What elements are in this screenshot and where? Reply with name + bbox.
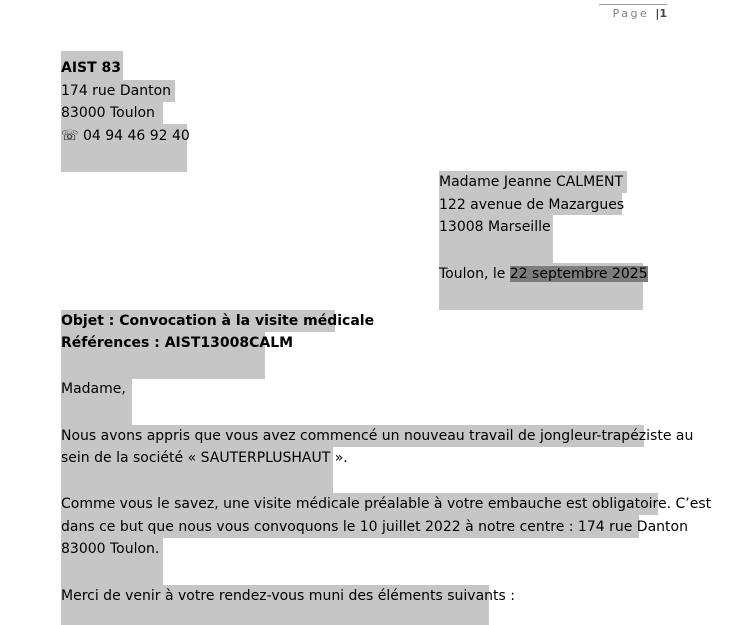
- subject-references: Références : AIST13008CALM: [61, 335, 294, 351]
- recipient-city: 13008 Marseille: [439, 219, 551, 235]
- page-number-header: [599, 4, 667, 23]
- dateline-prefix: Toulon, le: [439, 265, 510, 282]
- paragraph2-line3: 83000 Toulon.: [61, 541, 160, 557]
- recipient-street: 122 avenue de Mazargues: [439, 196, 625, 213]
- dateline: [439, 263, 648, 286]
- sender-phone-line: [61, 125, 190, 148]
- paragraph1-line2: sein de la société « SAUTERPLUSHAUT ».: [61, 450, 348, 466]
- paragraph3-line1: Merci de venir à votre rendez-vous muni des éléments suivants :: [61, 587, 515, 604]
- paragraph2-line1: Comme vous le savez, une visite médicale préalable à votre embauche est obligatoire. C’est: [61, 496, 712, 512]
- sender-street: 174 rue Danton: [61, 82, 172, 99]
- date-field[interactable]: 22 septembre 2025: [509, 265, 648, 282]
- page-label: Page: [612, 7, 650, 20]
- page-number-value: |1: [655, 7, 667, 20]
- sender-phone: 04 94 46 92 40: [82, 127, 190, 144]
- phone-icon: ☏: [61, 127, 79, 144]
- sender-name: AIST 83: [61, 60, 122, 76]
- paragraph2-line2: dans ce but que nous vous convoquons le 10 juillet 2022 à notre centre : 174 rue Danton: [61, 518, 688, 535]
- paragraph1-line1: Nous avons appris que vous avez commencé un nouveau travail de jongleur-trapéziste au: [61, 427, 694, 444]
- subject-objet: Objet : Convocation à la visite médicale: [61, 312, 375, 329]
- sender-city: 83000 Toulon: [61, 105, 155, 121]
- salutation: Madame,: [61, 381, 126, 397]
- recipient-name: Madame Jeanne CALMENT: [439, 174, 624, 190]
